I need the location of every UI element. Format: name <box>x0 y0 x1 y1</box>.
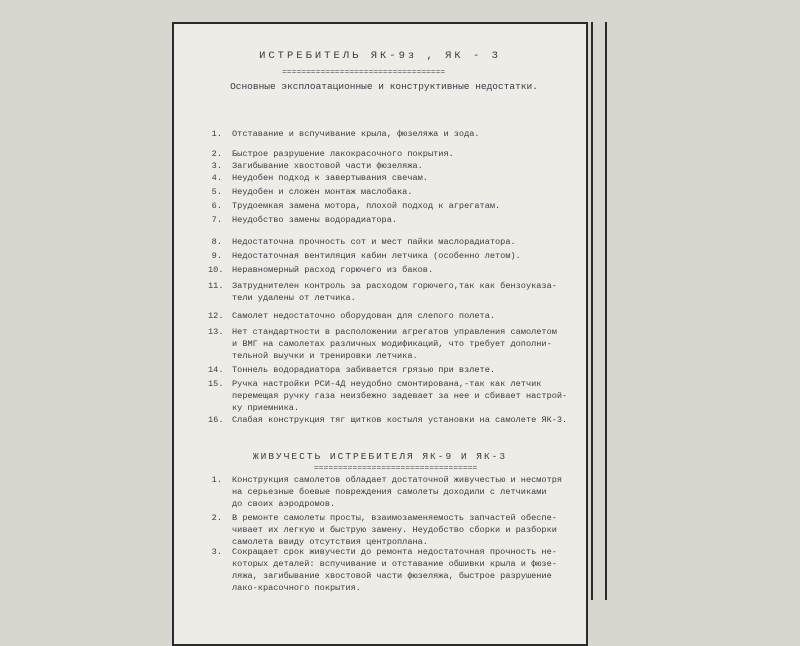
defect-item-number: 3. <box>211 161 222 171</box>
defect-item-number: 8. <box>211 237 222 247</box>
document-title: ИСТРЕБИТЕЛЬ ЯК-9з , ЯК - 3 <box>259 50 501 62</box>
defect-item-number: 13. <box>208 327 224 337</box>
defect-item-text: Трудоемкая замена мотора, плохой подход к агрегатам. <box>232 201 501 211</box>
document-page <box>172 22 588 646</box>
section-underline: ================================== <box>314 464 478 473</box>
border-line-right-1 <box>591 22 593 600</box>
section-title-survivability: ЖИВУЧЕСТЬ ИСТРЕБИТЕЛЯ ЯК-9 И ЯК-3 <box>252 451 508 462</box>
document-subtitle: Основные эксплоатационные и конструктивные недостатки. <box>230 81 538 92</box>
defect-item-number: 5. <box>211 187 222 197</box>
survivability-item-text: Сокращает срок живучести до ремонта недостаточная прочность не- которых деталей: вспучивание и отставание обшивки крыла и фюзе- ляжа, загибывание хвостовой части фюзеляжа, быстрое разрушение лако-красочного покрытия. <box>232 547 557 593</box>
defect-item-text: Слабая конструкция тяг щитков костыля установки на самолете ЯК-3. <box>232 415 568 425</box>
defect-item-text: Быстрое разрушение лакокрасочного покрытия. <box>232 149 454 159</box>
defect-item-text: Неравномерный расход горючего из баков. <box>232 265 434 275</box>
defect-item-number: 16. <box>208 415 224 425</box>
defect-item-number: 10. <box>208 265 224 275</box>
defect-item-text: Недостаточна прочность сот и мест пайки маслорадиатора. <box>232 237 516 247</box>
defect-item-text: Нет стандартности в расположении агрегатов управления самолетом и ВМГ на самолетах различных модификаций, что требует дополни- тельной выучки и тренировки летчика. <box>232 327 557 361</box>
defect-item-number: 9. <box>211 251 222 261</box>
defect-item-text: Отставание и вспучивание крыла, фюзеляжа и зода. <box>232 129 480 139</box>
defect-item-text: Неудобен подход к завертывания свечам. <box>232 173 428 183</box>
survivability-item-text: Конструкция самолетов обладает достаточной живучестью и несмотря на серьезные боевые повреждения самолеты доходили с летчиками до своих аэродромов. <box>232 475 563 509</box>
defect-item-text: Загибывание хвостовой части фюзеляжа. <box>232 161 423 171</box>
defect-item-number: 14. <box>208 365 224 375</box>
title-underline: ================================== <box>282 68 446 77</box>
defect-item-text: Самолет недостаточно оборудован для слепого полета. <box>232 311 496 321</box>
defect-item-number: 12. <box>208 311 224 321</box>
defect-item-number: 11. <box>208 281 224 291</box>
defect-item-text: Тоннель водорадиатора забивается грязью при взлете. <box>232 365 496 375</box>
defect-item-text: Ручка настройки РСИ-4Д неудобно смонтирована,-так как летчик перемещая ручку газа неизбежно задевает за нее и сбивает настрой- ку приемника. <box>232 379 568 413</box>
survivability-item-number: 2. <box>211 513 222 523</box>
defect-item-number: 2. <box>211 149 222 159</box>
defect-item-number: 6. <box>211 201 222 211</box>
survivability-item-text: В ремонте самолеты просты, взаимозаменяемость запчастей обеспе- чивает их легкую и быструю замену. Неудобство сборки и разборки самолета ввиду отсутствия центроплана. <box>232 513 557 547</box>
defect-item-text: Неудобство замены водорадиатора. <box>232 215 398 225</box>
border-line-right-2 <box>605 22 607 600</box>
defect-item-number: 4. <box>211 173 222 183</box>
defect-item-text: Затруднителен контроль за расходом горючего,так как бензоуказа- тели удалены от летчика. <box>232 281 557 303</box>
defect-item-text: Неудобен и сложен монтаж маслобака. <box>232 187 413 197</box>
defect-item-number: 1. <box>211 129 222 139</box>
defect-item-number: 7. <box>211 215 222 225</box>
survivability-item-number: 1. <box>211 475 222 485</box>
survivability-item-number: 3. <box>211 547 222 557</box>
defect-item-text: Недостаточная вентиляция кабин летчика (особенно летом). <box>232 251 521 261</box>
defect-item-number: 15. <box>208 379 224 389</box>
